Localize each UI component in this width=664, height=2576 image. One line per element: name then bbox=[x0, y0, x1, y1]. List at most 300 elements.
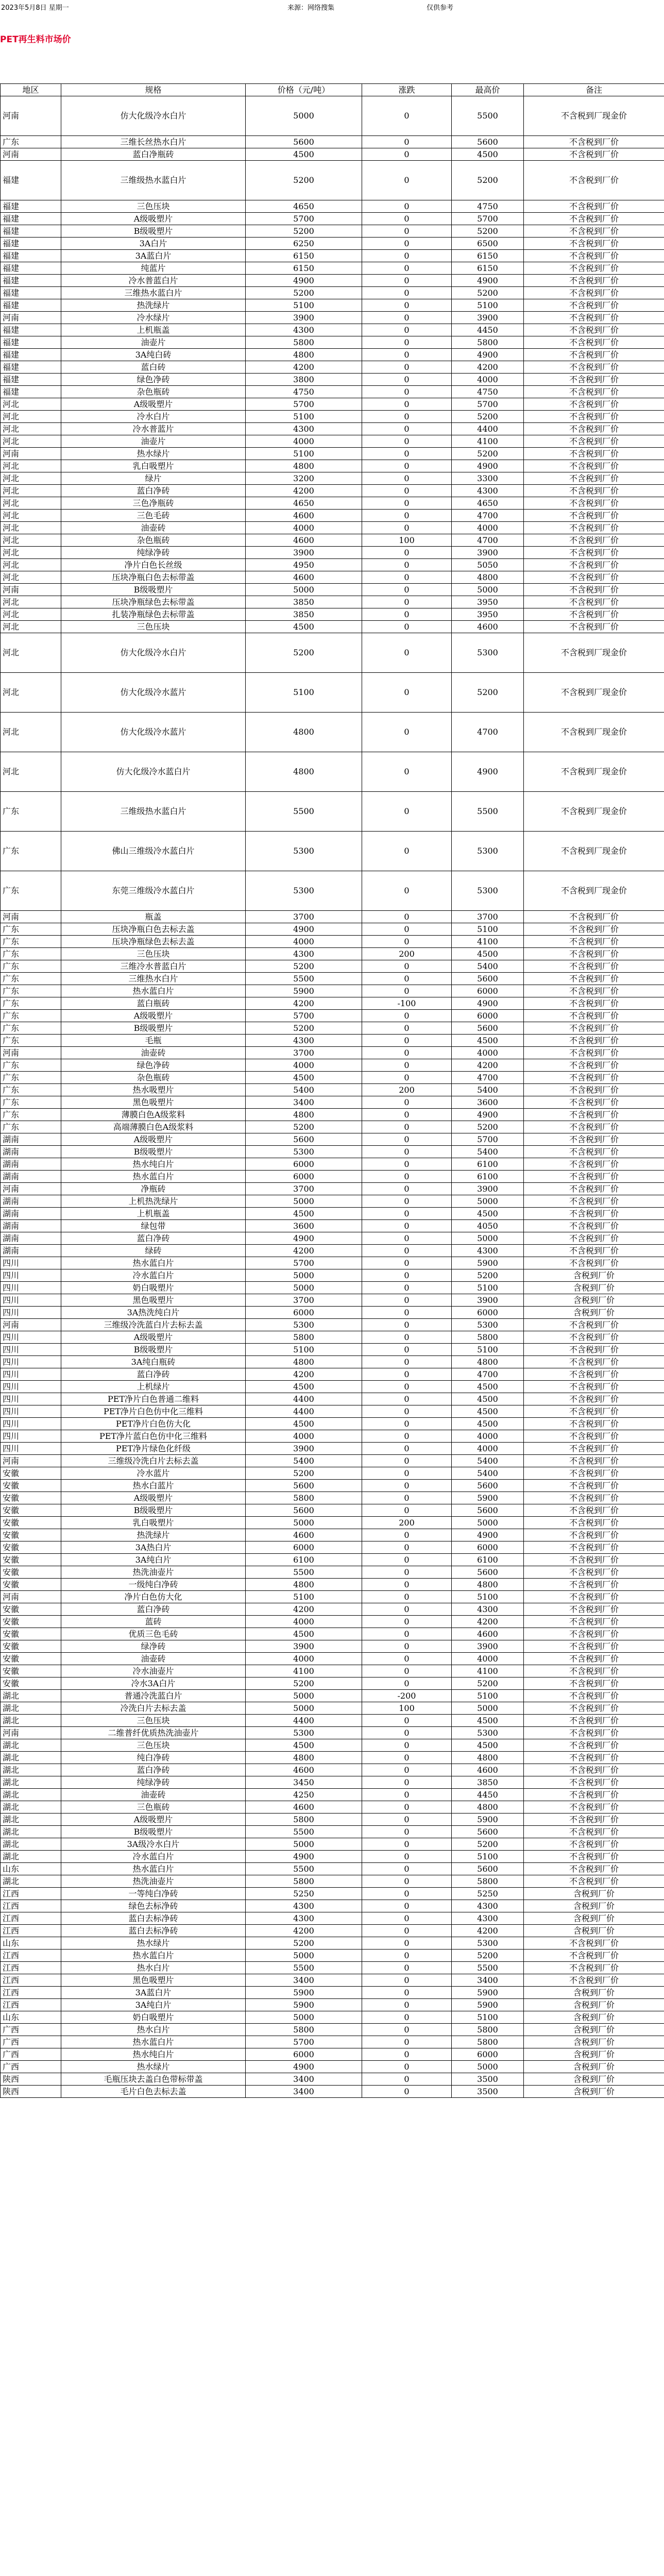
spec-cell: 纯绿净砖 bbox=[61, 1776, 246, 1789]
change-cell: 0 bbox=[362, 361, 452, 374]
high-price-cell: 3900 bbox=[452, 1640, 524, 1653]
price-cell: 4900 bbox=[246, 275, 362, 287]
table-row bbox=[1, 1702, 664, 1715]
table-row bbox=[1, 871, 664, 911]
table-row bbox=[1, 608, 664, 621]
high-price-cell: 5200 bbox=[452, 161, 524, 200]
note-cell: 不含税到厂现金价 bbox=[524, 633, 664, 673]
price-cell: 4600 bbox=[246, 1801, 362, 1814]
note-cell: 不含税到厂价 bbox=[524, 1653, 664, 1665]
change-cell: 0 bbox=[362, 2073, 452, 2086]
spec-cell: B级吸塑片 bbox=[61, 1022, 246, 1035]
table-row bbox=[1, 1158, 664, 1171]
change-cell: 0 bbox=[362, 1987, 452, 1999]
table-row bbox=[1, 960, 664, 973]
region-cell: 广东 bbox=[1, 1010, 61, 1022]
table-row bbox=[1, 1035, 664, 1047]
price-cell: 5100 bbox=[246, 1591, 362, 1603]
table-row bbox=[1, 1665, 664, 1677]
note-cell: 含税到厂价 bbox=[524, 2024, 664, 2036]
change-cell: 0 bbox=[362, 608, 452, 621]
note-cell: 不含税到厂价 bbox=[524, 472, 664, 485]
change-cell: 0 bbox=[362, 1925, 452, 1937]
note-cell: 含税到厂价 bbox=[524, 2061, 664, 2073]
table-row bbox=[1, 1183, 664, 1195]
note-cell: 不含税到厂价 bbox=[524, 1455, 664, 1467]
spec-cell: 杂色瓶砖 bbox=[61, 1072, 246, 1084]
spec-cell: 纯绿净砖 bbox=[61, 547, 246, 559]
note-cell: 不含税到厂价 bbox=[524, 1418, 664, 1430]
spec-cell: 二维普纤优质热洗油壶片 bbox=[61, 1727, 246, 1739]
price-cell: 5800 bbox=[246, 2024, 362, 2036]
table-row bbox=[1, 510, 664, 522]
region-cell: 湖北 bbox=[1, 1801, 61, 1814]
note-cell: 不含税到厂价 bbox=[524, 596, 664, 608]
note-cell: 不含税到厂价 bbox=[524, 608, 664, 621]
price-cell: 4300 bbox=[246, 1900, 362, 1912]
spec-cell: 仿大化级冷水蓝片 bbox=[61, 673, 246, 713]
region-cell: 河北 bbox=[1, 534, 61, 547]
high-price-cell: 4600 bbox=[452, 1764, 524, 1776]
table-row bbox=[1, 1591, 664, 1603]
region-cell: 广东 bbox=[1, 1084, 61, 1096]
price-cell: 5000 bbox=[246, 1950, 362, 1962]
change-cell: 0 bbox=[362, 1059, 452, 1072]
region-cell: 河北 bbox=[1, 608, 61, 621]
change-cell: 0 bbox=[362, 559, 452, 571]
spec-cell: 绿净砖 bbox=[61, 1640, 246, 1653]
region-cell: 安徽 bbox=[1, 1665, 61, 1677]
high-price-cell: 5700 bbox=[452, 398, 524, 411]
region-cell: 湖南 bbox=[1, 1232, 61, 1245]
region-cell: 四川 bbox=[1, 1344, 61, 1356]
region-cell: 湖南 bbox=[1, 1171, 61, 1183]
note-cell: 不含税到厂价 bbox=[524, 374, 664, 386]
change-cell: 0 bbox=[362, 1727, 452, 1739]
note-cell: 不含税到厂价 bbox=[524, 1146, 664, 1158]
spec-cell: 纯白净砖 bbox=[61, 1752, 246, 1764]
price-cell: 4800 bbox=[246, 1579, 362, 1591]
change-cell: 0 bbox=[362, 1566, 452, 1579]
note-cell: 不含税到厂价 bbox=[524, 936, 664, 948]
region-cell: 湖北 bbox=[1, 1814, 61, 1826]
note-cell: 不含税到厂价 bbox=[524, 349, 664, 361]
note-cell: 不含税到厂价 bbox=[524, 973, 664, 985]
change-cell: 0 bbox=[362, 1467, 452, 1480]
table-row bbox=[1, 1146, 664, 1158]
change-cell: 0 bbox=[362, 871, 452, 911]
spec-cell: 佛山三维级冷水蓝白片 bbox=[61, 832, 246, 871]
region-cell: 河北 bbox=[1, 713, 61, 752]
change-cell: 0 bbox=[362, 1764, 452, 1776]
spec-cell: 毛瓶压块去盖白色带标带盖 bbox=[61, 2073, 246, 2086]
region-cell: 福建 bbox=[1, 287, 61, 299]
change-cell: 0 bbox=[362, 96, 452, 136]
region-cell: 四川 bbox=[1, 1282, 61, 1294]
high-price-cell: 5200 bbox=[452, 411, 524, 423]
price-cell: 6150 bbox=[246, 250, 362, 262]
change-cell: 0 bbox=[362, 1480, 452, 1492]
price-cell: 4200 bbox=[246, 1245, 362, 1257]
high-price-cell: 4200 bbox=[452, 1616, 524, 1628]
high-price-cell: 6000 bbox=[452, 2048, 524, 2061]
high-price-cell: 4500 bbox=[452, 1381, 524, 1393]
high-price-cell: 4500 bbox=[452, 1739, 524, 1752]
note-cell: 不含税到厂价 bbox=[524, 534, 664, 547]
price-cell: 4500 bbox=[246, 1628, 362, 1640]
region-cell: 河南 bbox=[1, 312, 61, 324]
table-row bbox=[1, 1010, 664, 1022]
change-cell: 0 bbox=[362, 1220, 452, 1232]
table-row bbox=[1, 1900, 664, 1912]
table-row bbox=[1, 136, 664, 148]
change-cell: 0 bbox=[362, 584, 452, 596]
spec-cell: 蓝砖 bbox=[61, 1616, 246, 1628]
table-row bbox=[1, 1875, 664, 1888]
note-cell: 含税到厂价 bbox=[524, 1294, 664, 1307]
note-cell: 不含税到厂价 bbox=[524, 1702, 664, 1715]
price-cell: 5100 bbox=[246, 299, 362, 312]
high-price-cell: 4300 bbox=[452, 1912, 524, 1925]
spec-cell: 热水吸塑片 bbox=[61, 1084, 246, 1096]
region-cell: 安徽 bbox=[1, 1492, 61, 1504]
spec-cell: 油壶片 bbox=[61, 336, 246, 349]
high-price-cell: 5200 bbox=[452, 1838, 524, 1851]
note-cell: 不含税到厂价 bbox=[524, 1257, 664, 1269]
note-cell: 不含税到厂现金价 bbox=[524, 673, 664, 713]
spec-cell: 仿大化级冷水白片 bbox=[61, 633, 246, 673]
change-cell: 0 bbox=[362, 398, 452, 411]
note-cell: 不含税到厂价 bbox=[524, 398, 664, 411]
note-cell: 不含税到厂价 bbox=[524, 161, 664, 200]
spec-cell: 油壶砖 bbox=[61, 1653, 246, 1665]
spec-cell: 乳白吸塑片 bbox=[61, 460, 246, 472]
spec-cell: 三色压块 bbox=[61, 1739, 246, 1752]
table-row bbox=[1, 1084, 664, 1096]
price-cell: 5900 bbox=[246, 1999, 362, 2011]
high-price-cell: 5900 bbox=[452, 1999, 524, 2011]
region-cell: 四川 bbox=[1, 1331, 61, 1344]
high-price-cell: 4750 bbox=[452, 200, 524, 213]
price-cell: 4900 bbox=[246, 1232, 362, 1245]
note-cell: 不含税到厂价 bbox=[524, 547, 664, 559]
price-cell: 4200 bbox=[246, 1925, 362, 1937]
table-row bbox=[1, 1245, 664, 1257]
change-cell: 0 bbox=[362, 250, 452, 262]
region-cell: 广东 bbox=[1, 936, 61, 948]
region-cell: 河北 bbox=[1, 497, 61, 510]
price-cell: 4000 bbox=[246, 435, 362, 448]
table-row bbox=[1, 1257, 664, 1269]
spec-cell: 普通冷洗蓝白片 bbox=[61, 1690, 246, 1702]
note-cell: 不含税到厂价 bbox=[524, 1220, 664, 1232]
region-cell: 河南 bbox=[1, 1727, 61, 1739]
change-cell: 0 bbox=[362, 960, 452, 973]
change-cell: 200 bbox=[362, 1517, 452, 1529]
region-cell: 江西 bbox=[1, 1912, 61, 1925]
table-row bbox=[1, 1541, 664, 1554]
table-row bbox=[1, 522, 664, 534]
spec-cell: B级吸塑片 bbox=[61, 584, 246, 596]
region-cell: 广东 bbox=[1, 1072, 61, 1084]
price-cell: 5700 bbox=[246, 1010, 362, 1022]
spec-cell: 油壶片 bbox=[61, 435, 246, 448]
high-price-cell: 4900 bbox=[452, 275, 524, 287]
region-cell: 湖北 bbox=[1, 1752, 61, 1764]
price-cell: 4600 bbox=[246, 510, 362, 522]
note-cell: 不含税到厂价 bbox=[524, 1640, 664, 1653]
region-cell: 河南 bbox=[1, 96, 61, 136]
high-price-cell: 4200 bbox=[452, 361, 524, 374]
price-cell: 5300 bbox=[246, 1319, 362, 1331]
price-cell: 4200 bbox=[246, 485, 362, 497]
price-cell: 4300 bbox=[246, 1912, 362, 1925]
spec-cell: A级吸塑片 bbox=[61, 213, 246, 225]
region-cell: 河北 bbox=[1, 559, 61, 571]
note-cell: 不含税到厂价 bbox=[524, 1776, 664, 1789]
table-row bbox=[1, 1133, 664, 1146]
change-cell: 0 bbox=[362, 423, 452, 435]
table-row bbox=[1, 460, 664, 472]
change-cell: 0 bbox=[362, 1257, 452, 1269]
column-header-note: 备注 bbox=[524, 84, 664, 96]
high-price-cell: 4800 bbox=[452, 1752, 524, 1764]
table-row bbox=[1, 1072, 664, 1084]
region-cell: 安徽 bbox=[1, 1628, 61, 1640]
change-cell: 0 bbox=[362, 1937, 452, 1950]
table-row bbox=[1, 1974, 664, 1987]
spec-cell: 三色瓶砖 bbox=[61, 1801, 246, 1814]
note-cell: 不含税到厂价 bbox=[524, 1059, 664, 1072]
price-cell: 5900 bbox=[246, 985, 362, 997]
change-cell: -200 bbox=[362, 1690, 452, 1702]
spec-cell: 热水蓝白片 bbox=[61, 1863, 246, 1875]
price-cell: 5200 bbox=[246, 1937, 362, 1950]
high-price-cell: 3900 bbox=[452, 1183, 524, 1195]
note-cell: 不含税到厂价 bbox=[524, 435, 664, 448]
price-cell: 6000 bbox=[246, 1307, 362, 1319]
table-row bbox=[1, 1109, 664, 1121]
price-cell: 3850 bbox=[246, 608, 362, 621]
table-row bbox=[1, 1121, 664, 1133]
note-cell: 不含税到厂价 bbox=[524, 1344, 664, 1356]
price-cell: 4300 bbox=[246, 324, 362, 336]
table-row bbox=[1, 1937, 664, 1950]
change-cell: 0 bbox=[362, 1591, 452, 1603]
high-price-cell: 5100 bbox=[452, 1851, 524, 1863]
region-cell: 湖北 bbox=[1, 1702, 61, 1715]
table-row bbox=[1, 1529, 664, 1541]
change-cell: 0 bbox=[362, 1072, 452, 1084]
high-price-cell: 5100 bbox=[452, 1591, 524, 1603]
price-cell: 4950 bbox=[246, 559, 362, 571]
high-price-cell: 3600 bbox=[452, 1096, 524, 1109]
spec-cell: 一级纯白净砖 bbox=[61, 1579, 246, 1591]
change-cell: 0 bbox=[362, 1010, 452, 1022]
table-row bbox=[1, 225, 664, 238]
change-cell: 0 bbox=[362, 1950, 452, 1962]
region-cell: 四川 bbox=[1, 1307, 61, 1319]
region-cell: 安徽 bbox=[1, 1504, 61, 1517]
note-cell: 不含税到厂现金价 bbox=[524, 752, 664, 792]
high-price-cell: 4900 bbox=[452, 1109, 524, 1121]
table-row bbox=[1, 1566, 664, 1579]
high-price-cell: 5500 bbox=[452, 1962, 524, 1974]
spec-cell: 3A纯白砖 bbox=[61, 349, 246, 361]
spec-cell: 仿大化级冷水白片 bbox=[61, 96, 246, 136]
note-cell: 不含税到厂价 bbox=[524, 497, 664, 510]
note-cell: 不含税到厂价 bbox=[524, 1356, 664, 1368]
high-price-cell: 5000 bbox=[452, 1232, 524, 1245]
note-cell: 不含税到厂价 bbox=[524, 262, 664, 275]
change-cell: 0 bbox=[362, 275, 452, 287]
region-cell: 安徽 bbox=[1, 1616, 61, 1628]
price-cell: 5700 bbox=[246, 1257, 362, 1269]
region-cell: 江西 bbox=[1, 1974, 61, 1987]
change-cell: 0 bbox=[362, 2048, 452, 2061]
price-cell: 3700 bbox=[246, 1294, 362, 1307]
spec-cell: 优质三色毛砖 bbox=[61, 1628, 246, 1640]
high-price-cell: 3400 bbox=[452, 1974, 524, 1987]
price-cell: 4900 bbox=[246, 2061, 362, 2073]
table-row bbox=[1, 1294, 664, 1307]
change-cell: 0 bbox=[362, 510, 452, 522]
price-cell: 5200 bbox=[246, 960, 362, 973]
price-cell: 4500 bbox=[246, 1208, 362, 1220]
region-cell: 四川 bbox=[1, 1430, 61, 1443]
note-cell: 含税到厂价 bbox=[524, 1999, 664, 2011]
high-price-cell: 5200 bbox=[452, 673, 524, 713]
region-cell: 河南 bbox=[1, 1183, 61, 1195]
table-row bbox=[1, 1418, 664, 1430]
region-cell: 广西 bbox=[1, 2024, 61, 2036]
change-cell: 0 bbox=[362, 1504, 452, 1517]
price-cell: 5500 bbox=[246, 973, 362, 985]
spec-cell: 蓝白砖 bbox=[61, 361, 246, 374]
region-cell: 河北 bbox=[1, 752, 61, 792]
table-row bbox=[1, 386, 664, 398]
region-cell: 河北 bbox=[1, 522, 61, 534]
price-cell: 4400 bbox=[246, 1393, 362, 1405]
note-cell: 含税到厂价 bbox=[524, 1269, 664, 1282]
change-cell: 0 bbox=[362, 287, 452, 299]
change-cell: 0 bbox=[362, 832, 452, 871]
table-row bbox=[1, 250, 664, 262]
report-source: 来源：网络搜集 bbox=[287, 4, 335, 12]
note-cell: 不含税到厂价 bbox=[524, 1393, 664, 1405]
spec-cell: A级吸塑片 bbox=[61, 398, 246, 411]
note-cell: 不含税到厂价 bbox=[524, 522, 664, 534]
change-cell: 0 bbox=[362, 2086, 452, 2098]
note-cell: 不含税到厂价 bbox=[524, 1974, 664, 1987]
table-row bbox=[1, 312, 664, 324]
price-cell: 5200 bbox=[246, 1677, 362, 1690]
region-cell: 湖北 bbox=[1, 1875, 61, 1888]
price-cell: 3700 bbox=[246, 911, 362, 923]
high-price-cell: 5400 bbox=[452, 1467, 524, 1480]
price-cell: 3900 bbox=[246, 547, 362, 559]
note-cell: 不含税到厂价 bbox=[524, 1121, 664, 1133]
table-row bbox=[1, 1393, 664, 1405]
price-cell: 5600 bbox=[246, 1504, 362, 1517]
high-price-cell: 4700 bbox=[452, 713, 524, 752]
table-row bbox=[1, 324, 664, 336]
spec-cell: A级吸塑片 bbox=[61, 1010, 246, 1022]
spec-cell: B级吸塑片 bbox=[61, 1504, 246, 1517]
table-row bbox=[1, 923, 664, 936]
high-price-cell: 6000 bbox=[452, 985, 524, 997]
spec-cell: 3A纯白片 bbox=[61, 1554, 246, 1566]
spec-cell: 热水白片 bbox=[61, 1962, 246, 1974]
note-cell: 不含税到厂价 bbox=[524, 1195, 664, 1208]
spec-cell: 仿大化级冷水蓝白片 bbox=[61, 752, 246, 792]
change-cell: 0 bbox=[362, 1616, 452, 1628]
change-cell: 0 bbox=[362, 1307, 452, 1319]
region-cell: 河北 bbox=[1, 571, 61, 584]
change-cell: 0 bbox=[362, 497, 452, 510]
table-row bbox=[1, 349, 664, 361]
spec-cell: 压块净瓶绿色去标带盖 bbox=[61, 596, 246, 608]
high-price-cell: 5300 bbox=[452, 832, 524, 871]
table-row bbox=[1, 472, 664, 485]
change-cell: 0 bbox=[362, 1492, 452, 1504]
region-cell: 湖北 bbox=[1, 1715, 61, 1727]
region-cell: 河南 bbox=[1, 1591, 61, 1603]
change-cell: 0 bbox=[362, 1603, 452, 1616]
change-cell: 0 bbox=[362, 1900, 452, 1912]
price-cell: 4000 bbox=[246, 936, 362, 948]
note-cell: 不含税到厂价 bbox=[524, 1208, 664, 1220]
price-cell: 5100 bbox=[246, 673, 362, 713]
spec-cell: 蓝白净砖 bbox=[61, 1603, 246, 1616]
high-price-cell: 4100 bbox=[452, 936, 524, 948]
price-cell: 5500 bbox=[246, 1826, 362, 1838]
region-cell: 湖南 bbox=[1, 1245, 61, 1257]
table-row bbox=[1, 2086, 664, 2098]
change-cell: 0 bbox=[362, 1381, 452, 1393]
region-cell: 湖南 bbox=[1, 1208, 61, 1220]
spec-cell: 压块净瓶绿色去标去盖 bbox=[61, 936, 246, 948]
note-cell: 不含税到厂价 bbox=[524, 1405, 664, 1418]
high-price-cell: 4900 bbox=[452, 997, 524, 1010]
spec-cell: 三维长丝热水白片 bbox=[61, 136, 246, 148]
spec-cell: 热水蓝白片 bbox=[61, 1257, 246, 1269]
price-cell: 4800 bbox=[246, 1752, 362, 1764]
price-cell: 4000 bbox=[246, 1653, 362, 1665]
price-cell: 4300 bbox=[246, 423, 362, 435]
high-price-cell: 3950 bbox=[452, 608, 524, 621]
table-row bbox=[1, 1764, 664, 1776]
spec-cell: 三维级冷洗蓝白片去标去盖 bbox=[61, 1319, 246, 1331]
high-price-cell: 5100 bbox=[452, 2011, 524, 2024]
note-cell: 不含税到厂价 bbox=[524, 1591, 664, 1603]
high-price-cell: 5600 bbox=[452, 1022, 524, 1035]
high-price-cell: 3900 bbox=[452, 547, 524, 559]
high-price-cell: 5900 bbox=[452, 1814, 524, 1826]
note-cell: 不含税到厂价 bbox=[524, 1319, 664, 1331]
change-cell: 0 bbox=[362, 435, 452, 448]
table-row bbox=[1, 485, 664, 497]
change-cell: 0 bbox=[362, 1035, 452, 1047]
high-price-cell: 6150 bbox=[452, 250, 524, 262]
high-price-cell: 4300 bbox=[452, 1900, 524, 1912]
price-cell: 4000 bbox=[246, 1616, 362, 1628]
spec-cell: 热水绿片 bbox=[61, 448, 246, 460]
note-cell: 不含税到厂价 bbox=[524, 448, 664, 460]
table-row bbox=[1, 2073, 664, 2086]
high-price-cell: 5800 bbox=[452, 2024, 524, 2036]
high-price-cell: 4050 bbox=[452, 1220, 524, 1232]
